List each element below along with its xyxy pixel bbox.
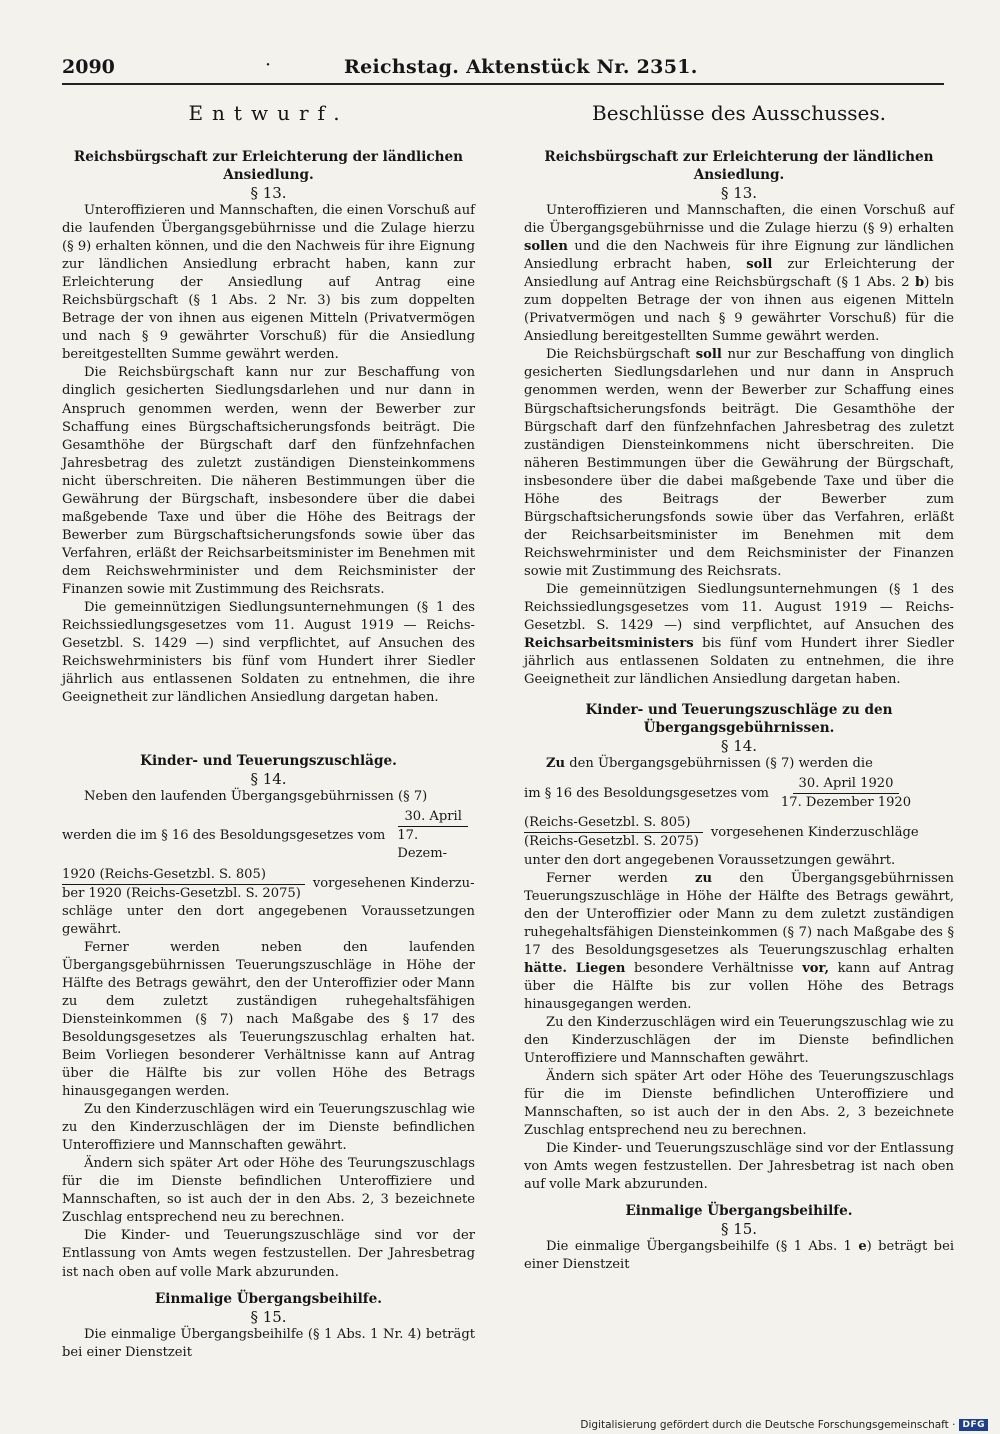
left-s14-formula-text: werden die im § 16 des Besoldungsgesetzes vom bbox=[62, 827, 386, 843]
right-s14-paragraph-1-end: unter den dort angegebenen Voraussetzungen gewährt. bbox=[524, 852, 896, 868]
right-s14-formula-text: im § 16 des Besoldungsgesetzes vom bbox=[524, 785, 769, 801]
right-s13-number: § 13. bbox=[720, 184, 758, 202]
right-column-title: Beschlüsse des Ausschusses. bbox=[592, 101, 886, 125]
right-s14-date-top: 30. April 1920 bbox=[793, 775, 900, 794]
text-run: Die einmalige Übergangsbeihilfe (§ 1 Abs. 1 bbox=[546, 1239, 859, 1255]
text-run: Unteroffizieren und Mannschaften, die einen Vorschuß auf die Übergangsgebührnisse und die Zulage hierzu (§ 9) erhalten bbox=[524, 203, 954, 237]
right-s14-paragraph-4: Ändern sich später Art oder Höhe des Teuerungszuschlags für die im Dienste befindlichen Unteroffiziere und Mannschaften, so ist auch der in den Abs. 2, 3 bezeichnete Zuschlag entsprechend neu zu berechnen. bbox=[524, 1069, 954, 1139]
text-run: nur zur Beschaffung von dinglich gesicherten Siedlungsdarlehen und nur dann in Anspruch genommen werden, wenn der Bewerber zur Schaffung eines Bürgschaftsicherungsfonds beiträgt. Die Gesamthöhe der Bürgschaft darf den fünfzehnfachen Jahresbetrag des zuletzt zuständigen Diensteinkommens nicht überschreiten. Die näheren Bestimmungen über die Gewährung der Bürgschaft, insbesondere über die dabei maßgebende Taxe und über die Höhe des Beitrags der Bewerber zum Bürgschaftsicherungsfonds sowie über das Verfahren, erläßt der Reichsarbeitsminister im Benehmen mit dem Reichswehrminister und dem Reichsminister der Finanzen sowie mit Zustimmung des Reichsrats. bbox=[524, 347, 954, 579]
right-s13-heading: Reichsbürgschaft zur Erleichterung der ländlichen Ansiedlung. bbox=[544, 149, 934, 183]
left-s15-heading: Einmalige Übergangsbeihilfe. bbox=[154, 1290, 383, 1307]
right-s14-gazette-rest: vorgesehenen Kinderzuschläge bbox=[710, 824, 919, 840]
right-s14-paragraph-5: Die Kinder- und Teuerungszuschläge sind vor der Entlassung von Amts wegen festzustellen. Der Jahresbetrag ist nach oben auf volle Mark abzurunden. bbox=[524, 1141, 954, 1193]
running-title: Reichstag. Aktenstück Nr. 2351. bbox=[344, 56, 698, 78]
right-s14-paragraph-3: Zu den Kinderzuschlägen wird ein Teuerungszuschlag wie zu den Kinderzuschlägen der im Dienste befindlichen Unteroffiziere und Mannschaften gewährt. bbox=[524, 1014, 954, 1067]
header-dot: · bbox=[265, 54, 272, 76]
left-s14-paragraph-5: Die Kinder- und Teuerungszuschläge sind vor der Entlassung von Amts wegen festzustellen. Der Jahresbetrag ist nach oben auf volle Mark abzurunden. bbox=[62, 1228, 475, 1280]
right-s15-paragraph-1 bbox=[524, 1238, 954, 1274]
emphasis: soll bbox=[695, 347, 722, 363]
right-s14-date-bottom: 17. Dezember 1920 bbox=[780, 795, 912, 811]
left-s14-gazette-rest: vorgesehenen Kinderzu- bbox=[312, 876, 475, 892]
text-run: kann auf Antrag über die Hälfte bis zur vollen Höhe des Betrags hinausgegangen werden. bbox=[524, 960, 954, 1012]
right-s14-gazette-fraction bbox=[524, 814, 703, 851]
right-s14-formula bbox=[524, 775, 954, 812]
left-s13-paragraph-3: Die gemeinnützigen Siedlungsunternehmungen (§ 1 des Reichssiedlungsgesetzes vom 11. August 1919 — Reichs-Gesetzbl. S. 1429 —) sind verpflichtet, auf Ansuchen des Reichswehrministers bis fünf vom Hundert ihrer Siedler jährlich aus entlassenen Soldaten zu entnehmen, die ihre Geeignetheit zur ländlichen Ansiedlung dargetan haben. bbox=[62, 600, 475, 706]
left-s15-paragraph-1: Die einmalige Übergangsbeihilfe (§ 1 Abs. 1 Nr. 4) beträgt bei einer Dienstzeit bbox=[62, 1326, 475, 1360]
left-spacer bbox=[62, 707, 475, 752]
left-s14-gazette-bottom: ber 1920 (Reichs-Gesetzbl. S. 2075) bbox=[62, 885, 301, 901]
text-run: besondere Verhältnisse bbox=[625, 960, 803, 976]
right-s14-intro bbox=[524, 755, 954, 773]
left-s13-heading: Reichsbürgschaft zur Erleichterung der ländlichen Ansiedlung. bbox=[73, 149, 464, 183]
left-s14-intro: Neben den laufenden Übergangsgebührnissen (§ 7) bbox=[84, 789, 428, 805]
right-s14-date-fraction bbox=[775, 775, 917, 812]
digitization-footer bbox=[580, 1419, 988, 1431]
right-s14-paragraph-2 bbox=[524, 870, 954, 1014]
right-s14-heading: Kinder- und Teuerungszuschläge zu den Übergangsgebührnissen. bbox=[585, 702, 893, 737]
left-s14-formula bbox=[62, 808, 475, 863]
left-s14-date-top: 30. April bbox=[398, 808, 467, 827]
left-s14-paragraph-1-end: schläge unter den dort angegebenen Voraussetzungen gewährt. bbox=[62, 903, 475, 937]
left-s14-paragraph-3: Zu den Kinderzuschlägen wird ein Teuerungszuschlag wie zu den Kinderzuschlägen der im Dienste befindlichen Unteroffiziere und Mannschaften gewährt. bbox=[62, 1102, 475, 1154]
right-s14-gazette-formula bbox=[524, 814, 954, 851]
left-column bbox=[62, 96, 475, 1362]
emphasis: Zu bbox=[546, 756, 566, 772]
left-spacer-2 bbox=[62, 1282, 475, 1290]
left-s14-paragraph-4: Ändern sich später Art oder Höhe des Teurungszuschlags für die im Dienste befindlichen Unteroffiziere und Mannschaften, so ist auch der in den Abs. 2, 3 bezeichnete Zuschlag entsprechend neu zu berechnen. bbox=[62, 1156, 475, 1226]
right-spacer bbox=[524, 689, 954, 701]
right-column bbox=[524, 96, 954, 1274]
left-column-title: Entwurf. bbox=[188, 101, 349, 125]
emphasis: soll bbox=[746, 257, 773, 273]
left-s14-gazette-fraction bbox=[62, 866, 305, 903]
emphasis: e bbox=[858, 1239, 867, 1255]
right-s13-paragraph-3 bbox=[524, 581, 954, 689]
text-run: ) bis zum doppelten Betrage der von ihnen aus eigenen Mitteln (Privatvermögen und nach § 9 gewährter Vorschuß) für die Ansiedlung bereitgestellten Summe gewährt werden. bbox=[524, 275, 955, 345]
right-s14-number: § 14. bbox=[720, 737, 758, 756]
header-rule bbox=[62, 83, 944, 85]
emphasis: b bbox=[915, 275, 925, 291]
text-run: und die den Nachweis für ihre Eignung zur ländlichen Ansiedlung erbracht haben, bbox=[524, 239, 954, 273]
right-s13-paragraph-2 bbox=[524, 346, 954, 581]
text-run: zur Erleichterung der Ansiedlung auf Antrag eine Reichsbürgschaft (§ 1 Abs. 2 bbox=[524, 257, 954, 291]
left-s14-date-fraction bbox=[391, 808, 475, 863]
left-s13-paragraph-1: Unteroffizieren und Mannschaften, die einen Vorschuß auf die laufenden Übergangsgebührnisse und die Zulage hierzu (§ 9) erhalten können, und die den Nachweis für ihre Eignung zur ländlichen Ansiedlung erbracht haben, kann zur Erleichterung der Ansiedlung auf Antrag eine Reichsbürgschaft (§ 1 Abs. 2 Nr. 3) bis zum doppelten Betrage der von ihnen aus eigenen Mitteln (Privatvermögen und nach § 9 gewährter Vorschuß) für die Ansiedlung bereitgestellten Summe gewährt werden. bbox=[62, 203, 475, 363]
left-s14-heading: Kinder- und Teuerungszuschläge. bbox=[140, 753, 397, 770]
emphasis: Reichsarbeitsministers bbox=[524, 636, 694, 652]
emphasis: hätte. Liegen bbox=[524, 960, 626, 976]
left-s14-gazette-top: 1920 (Reichs-Gesetzbl. S. 805) bbox=[62, 866, 305, 885]
dfg-logo: DFG bbox=[959, 1419, 988, 1431]
right-s14-gazette-top: (Reichs-Gesetzbl. S. 805) bbox=[524, 814, 703, 833]
left-s14-date-bottom: 17. Dezem- bbox=[397, 828, 448, 862]
footer-text: Digitalisierung gefördert durch die Deutsche Forschungsgemeinschaft · bbox=[580, 1419, 956, 1431]
text-run: Die gemeinnützigen Siedlungsunternehmungen (§ 1 des Reichssiedlungsgesetzes vom 11. August 1919 — Reichs-Gesetzbl. S. 1429 —) sind verpflichtet, auf Ansuchen des bbox=[524, 581, 954, 634]
right-s13-paragraph-1 bbox=[524, 202, 954, 346]
page-number: 2090 bbox=[62, 56, 115, 78]
left-s13-number: § 13. bbox=[250, 184, 287, 202]
left-s14-gazette-formula bbox=[62, 866, 475, 903]
text-run: den Übergangsgebührnissen Teuerungszuschläge in Höhe der Hälfte des Betrags gewährt, den der Unteroffizier oder Mann zu dem zuletzt zuständigen ruhegehaltsfähigen Diensteinkommen (§ 7) nach Maßgabe des § 17 des Besoldungsgesetzes als Teuerungszuschlag erhalten bbox=[524, 870, 954, 958]
left-s13-paragraph-2: Die Reichsbürgschaft kann nur zur Beschaffung von dinglich gesicherten Siedlungsdarlehen und nur dann in Anspruch genommen werden, wenn der Bewerber zur Schaffung eines Bürgschaftsicherungsfonds beiträgt. Die Gesamthöhe der Bürgschaft darf den fünfzehnfachen Jahresbetrag des zuletzt zuständigen Diensteinkommens nicht überschreiten. Die näheren Bestimmungen über die Gewährung der Bürgschaft, insbesondere über die dabei maßgebende Taxe und über die Höhe des Beitrags der Bewerber zum Bürgschaftsicherungsfonds sowie über das Verfahren, erläßt der Reichsarbeitsminister im Benehmen mit dem Reichswehrminister und dem Reichsminister der Finanzen sowie mit Zustimmung des Reichsrats. bbox=[62, 365, 475, 597]
right-s15-number: § 15. bbox=[720, 1220, 758, 1239]
text-run: Ferner werden bbox=[546, 870, 696, 886]
emphasis: sollen bbox=[524, 239, 568, 255]
page-header bbox=[62, 50, 942, 84]
text-run: Die Reichsbürgschaft bbox=[546, 347, 696, 363]
left-s14-number: § 14. bbox=[250, 770, 287, 789]
text-run: den Übergangsgebührnissen (§ 7) werden die bbox=[565, 756, 873, 772]
text-run: bis fünf vom Hundert ihrer Siedler jährlich aus entlassenen Soldaten zu entnehmen, die ihre Geeignetheit zur ländlichen Ansiedlung dargetan haben. bbox=[524, 636, 954, 688]
right-spacer-2 bbox=[524, 1194, 954, 1202]
emphasis: zu bbox=[695, 870, 712, 886]
right-s15-heading: Einmalige Übergangsbeihilfe. bbox=[625, 1203, 853, 1220]
left-s14-paragraph-2: Ferner werden neben den laufenden Übergangsgebührnissen Teuerungszuschläge in Höhe der Hälfte des Betrags gewährt, den der Unteroffizier oder Mann zu dem zuletzt zuständigen ruhegehaltsfähigen Diensteinkommen (§ 7) nach Maßgabe des § 17 des Besoldungsgesetzes als Teuerungszuschlag erhalten hat. Beim Vorliegen besonderer Verhältnisse kann auf Antrag über die Hälfte bis zur vollen Höhe des Betrags hinausgegangen werden. bbox=[62, 939, 475, 1100]
left-s15-number: § 15. bbox=[250, 1307, 287, 1326]
right-s14-gazette-bottom: (Reichs-Gesetzbl. S. 2075) bbox=[524, 834, 699, 850]
text-run: ) beträgt bei einer Dienstzeit bbox=[524, 1239, 955, 1273]
emphasis: vor, bbox=[802, 960, 830, 976]
